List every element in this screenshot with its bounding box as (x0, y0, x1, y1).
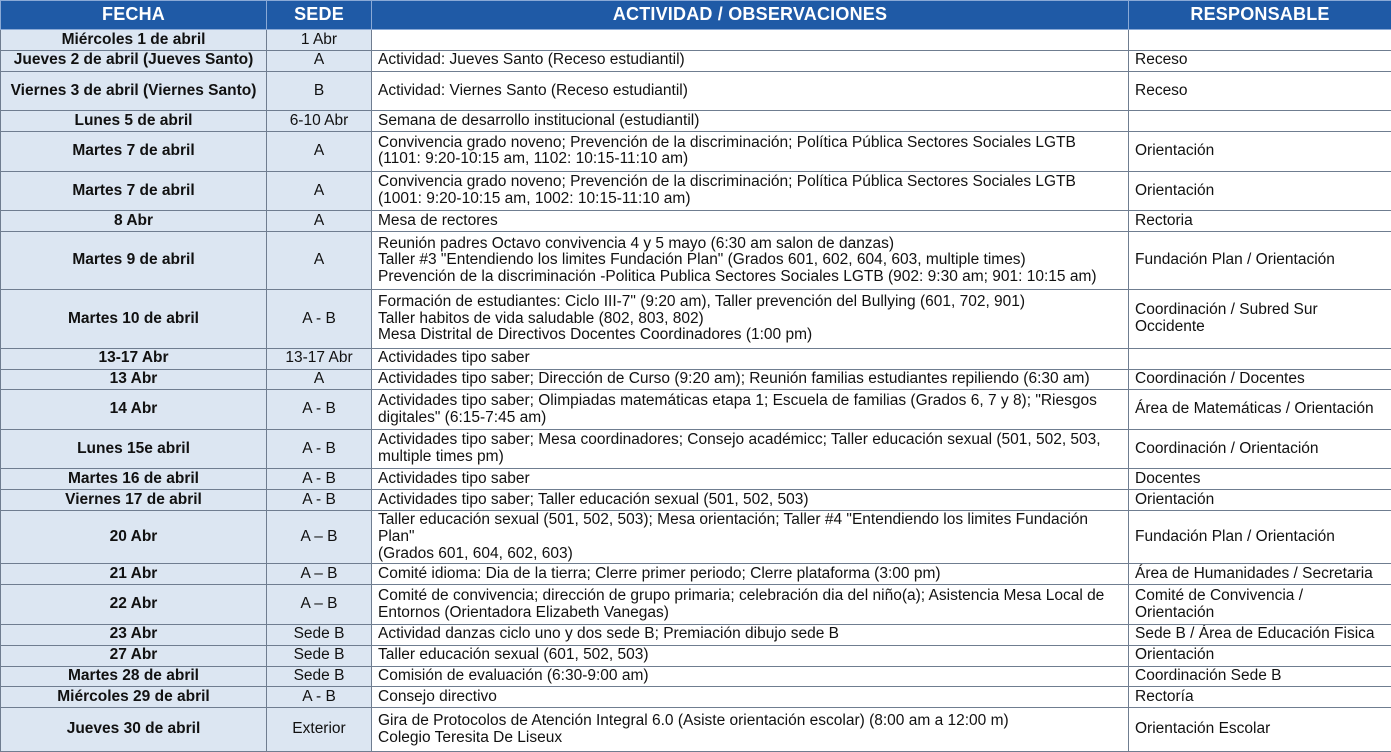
sede-cell: A (267, 232, 372, 290)
sede-cell: A - B (267, 429, 372, 469)
actividad-cell (372, 645, 1129, 666)
responsable-cell: Coordinación / Orientación (1129, 429, 1391, 469)
sede-cell: A – B (267, 585, 372, 625)
header-sede: SEDE (267, 1, 372, 30)
table-row (1, 232, 1391, 290)
fecha-cell: Lunes 15e abril (1, 429, 267, 469)
actividad-cell (372, 585, 1129, 625)
table-row (1, 211, 1391, 232)
fecha-cell: Jueves 30 de abril (1, 708, 267, 752)
responsable-cell: Receso (1129, 50, 1391, 71)
fecha-cell: 20 Abr (1, 511, 267, 564)
sede-cell: A (267, 50, 372, 71)
table-row (1, 50, 1391, 71)
sede-cell: 13-17 Abr (267, 348, 372, 369)
actividad-line: (1001: 9:20-10:15 am, 1002: 10:15-11:10 am) (378, 189, 691, 207)
fecha-cell: Viernes 3 de abril (Viernes Santo) (1, 71, 267, 111)
fecha-cell: Miércoles 1 de abril (1, 30, 267, 51)
actividad-line: Entornos (Orientadora Elizabeth Vanegas) (378, 603, 669, 621)
actividad-cell (372, 232, 1129, 290)
responsable-cell (1129, 30, 1391, 51)
actividad-line: Semana de desarrollo institucional (estudiantil) (378, 111, 700, 129)
responsable-cell (1129, 111, 1391, 132)
sede-cell: A - B (267, 290, 372, 348)
fecha-cell: 14 Abr (1, 390, 267, 430)
table-row (1, 348, 1391, 369)
fecha-cell: Viernes 17 de abril (1, 490, 267, 511)
actividad-cell (372, 511, 1129, 564)
fecha-cell: 8 Abr (1, 211, 267, 232)
actividad-line: Actividad: Jueves Santo (Receso estudiantil) (378, 51, 685, 69)
actividad-line: Mesa Distrital de Directivos Docentes Coordinadores (1:00 pm) (378, 326, 813, 344)
actividad-line: Formación de estudiantes: Ciclo III-7" (9:20 am), Taller prevención del Bullying (601, 702, 901) (378, 292, 1026, 310)
sede-cell: Sede B (267, 645, 372, 666)
actividad-line: Mesa de rectores (378, 211, 498, 229)
table-row (1, 390, 1391, 430)
actividad-line: Actividad danzas ciclo uno y dos sede B; Premiación dibujo sede B (378, 625, 839, 643)
responsable-cell: Sede B / Área de Educación Fisica (1129, 624, 1391, 645)
actividad-line: Actividades tipo saber; Taller educación sexual (501, 502, 503) (378, 490, 809, 508)
fecha-cell: 13-17 Abr (1, 348, 267, 369)
actividad-line: Comité idioma: Dia de la tierra; Clerre primer periodo; Clerre plataforma (3:00 pm) (378, 565, 941, 583)
table-row (1, 469, 1391, 490)
table-row (1, 132, 1391, 172)
table-row (1, 30, 1391, 51)
actividad-cell (372, 30, 1129, 51)
actividad-cell (372, 290, 1129, 348)
actividad-cell (372, 687, 1129, 708)
responsable-cell: Coordinación / Docentes (1129, 369, 1391, 390)
responsable-cell: Docentes (1129, 469, 1391, 490)
header-row (1, 1, 1391, 30)
actividad-line: Actividades tipo saber; Olimpiadas matemáticas etapa 1; Escuela de familias (Grados 6, 7 y 8); "Riesgos (378, 391, 1097, 409)
table-row (1, 624, 1391, 645)
responsable-cell: Orientación (1129, 171, 1391, 211)
actividad-cell (372, 624, 1129, 645)
fecha-cell: Jueves 2 de abril (Jueves Santo) (1, 50, 267, 71)
responsable-cell: Orientación (1129, 645, 1391, 666)
sede-cell: A (267, 369, 372, 390)
sede-cell: A - B (267, 687, 372, 708)
actividad-line: Taller educación sexual (601, 502, 503) (378, 646, 649, 664)
sede-cell: Exterior (267, 708, 372, 752)
responsable-cell: Orientación Escolar (1129, 708, 1391, 752)
sede-cell: A (267, 171, 372, 211)
sede-cell: A – B (267, 511, 372, 564)
actividad-line: digitales" (6:15-7:45 am) (378, 408, 547, 426)
table-row (1, 490, 1391, 511)
sede-cell: A (267, 132, 372, 172)
actividad-line: Taller habitos de vida saludable (802, 803, 802) (378, 309, 704, 327)
actividad-cell (372, 50, 1129, 71)
fecha-cell: Lunes 5 de abril (1, 111, 267, 132)
fecha-cell: 21 Abr (1, 564, 267, 585)
actividad-line: Actividades tipo saber (378, 349, 530, 367)
responsable-cell: Rectoria (1129, 211, 1391, 232)
sede-cell: A (267, 211, 372, 232)
actividad-cell (372, 564, 1129, 585)
sede-cell: B (267, 71, 372, 111)
responsable-cell: Coordinación Sede B (1129, 666, 1391, 687)
actividad-cell (372, 171, 1129, 211)
table-row (1, 585, 1391, 625)
actividad-line: Actividad: Viernes Santo (Receso estudiantil) (378, 81, 688, 99)
actividad-line: Taller educación sexual (501, 502, 503); Mesa orientación; Taller #4 "Entendiendo los limites Fundación Plan" (378, 511, 1089, 545)
actividad-cell (372, 429, 1129, 469)
fecha-cell: Martes 7 de abril (1, 171, 267, 211)
actividad-cell (372, 132, 1129, 172)
responsable-cell: Comité de Convivencia / Orientación (1129, 585, 1391, 625)
table-row (1, 645, 1391, 666)
actividad-line: (Grados 601, 604, 602, 603) (378, 544, 573, 562)
responsable-cell: Fundación Plan / Orientación (1129, 232, 1391, 290)
responsable-cell: Rectoría (1129, 687, 1391, 708)
actividad-cell (372, 211, 1129, 232)
actividad-line: Actividades tipo saber; Mesa coordinadores; Consejo académicc; Taller educación sexual (501, 502, 503, (378, 431, 1101, 449)
fecha-cell: 13 Abr (1, 369, 267, 390)
table-row (1, 564, 1391, 585)
actividad-cell (372, 666, 1129, 687)
responsable-cell: Área de Matemáticas / Orientación (1129, 390, 1391, 430)
actividad-cell (372, 390, 1129, 430)
table-row (1, 111, 1391, 132)
schedule-body (1, 30, 1391, 752)
sede-cell: A - B (267, 490, 372, 511)
actividad-line: Convivencia grado noveno; Prevención de la discriminación; Política Pública Sectores Sociales LGTB (378, 173, 1076, 191)
actividad-line: Colegio Teresita De Liseux (378, 728, 563, 746)
responsable-cell: Receso (1129, 71, 1391, 111)
table-row (1, 171, 1391, 211)
fecha-cell: Martes 16 de abril (1, 469, 267, 490)
table-row (1, 666, 1391, 687)
fecha-cell: Martes 10 de abril (1, 290, 267, 348)
fecha-cell: Martes 28 de abril (1, 666, 267, 687)
actividad-cell (372, 369, 1129, 390)
responsable-cell: Orientación (1129, 132, 1391, 172)
actividad-cell (372, 708, 1129, 752)
actividad-line: Prevención de la discriminación -Politica Publica Sectores Sociales LGTB (902: 9:30 am; 901: 10:15 am) (378, 268, 1097, 286)
header-fecha: FECHA (1, 1, 267, 30)
responsable-cell: Fundación Plan / Orientación (1129, 511, 1391, 564)
responsable-cell: Área de Humanidades / Secretaria (1129, 564, 1391, 585)
sede-cell: A – B (267, 564, 372, 585)
sede-cell: A - B (267, 469, 372, 490)
actividad-line: Convivencia grado noveno; Prevención de la discriminación; Política Pública Sectores Sociales LGTB (378, 133, 1076, 151)
sede-cell: Sede B (267, 624, 372, 645)
actividad-cell (372, 111, 1129, 132)
actividad-line: (1101: 9:20-10:15 am, 1102: 10:15-11:10 am) (378, 150, 689, 168)
header-actividad: ACTIVIDAD / OBSERVACIONES (372, 1, 1129, 30)
actividad-line: Taller #3 "Entendiendo los limites Fundación Plan" (Grados 601, 602, 604, 603, multiple times) (378, 251, 1026, 269)
actividad-line: Actividades tipo saber (378, 470, 530, 488)
fecha-cell: Martes 7 de abril (1, 132, 267, 172)
fecha-cell: 22 Abr (1, 585, 267, 625)
table-row (1, 511, 1391, 564)
header-responsable: RESPONSABLE (1129, 1, 1391, 30)
responsable-cell (1129, 348, 1391, 369)
actividad-cell (372, 348, 1129, 369)
sede-cell: A - B (267, 390, 372, 430)
table-row (1, 708, 1391, 752)
actividad-line: Comisión de evaluación (6:30-9:00 am) (378, 667, 649, 685)
table-row (1, 687, 1391, 708)
actividad-line: multiple times pm) (378, 448, 504, 466)
table-row (1, 369, 1391, 390)
sede-cell: Sede B (267, 666, 372, 687)
table-row (1, 71, 1391, 111)
actividad-line: Reunión padres Octavo convivencia 4 y 5 mayo (6:30 am salon de danzas) (378, 234, 895, 252)
responsable-cell: Coordinación / Subred Sur Occidente (1129, 290, 1391, 348)
sede-cell: 1 Abr (267, 30, 372, 51)
fecha-cell: Martes 9 de abril (1, 232, 267, 290)
fecha-cell: 23 Abr (1, 624, 267, 645)
actividad-line: Actividades tipo saber; Dirección de Curso (9:20 am); Reunión familias estudiantes repiliendo (6:30 am) (378, 370, 1090, 388)
sede-cell: 6-10 Abr (267, 111, 372, 132)
actividad-cell (372, 469, 1129, 490)
fecha-cell: 27 Abr (1, 645, 267, 666)
actividad-line: Consejo directivo (378, 687, 497, 705)
actividad-cell (372, 71, 1129, 111)
table-row (1, 429, 1391, 469)
actividad-line: Comité de convivencia; dirección de grupo primaria; celebración dia del niño(a); Asistencia Mesa Local de (378, 586, 1105, 604)
actividad-line: Gira de Protocolos de Atención Integral 6.0 (Asiste orientación escolar) (8:00 am a 12:00 m) (378, 711, 1009, 729)
table-row (1, 290, 1391, 348)
fecha-cell: Miércoles 29 de abril (1, 687, 267, 708)
actividad-cell (372, 490, 1129, 511)
responsable-cell: Orientación (1129, 490, 1391, 511)
